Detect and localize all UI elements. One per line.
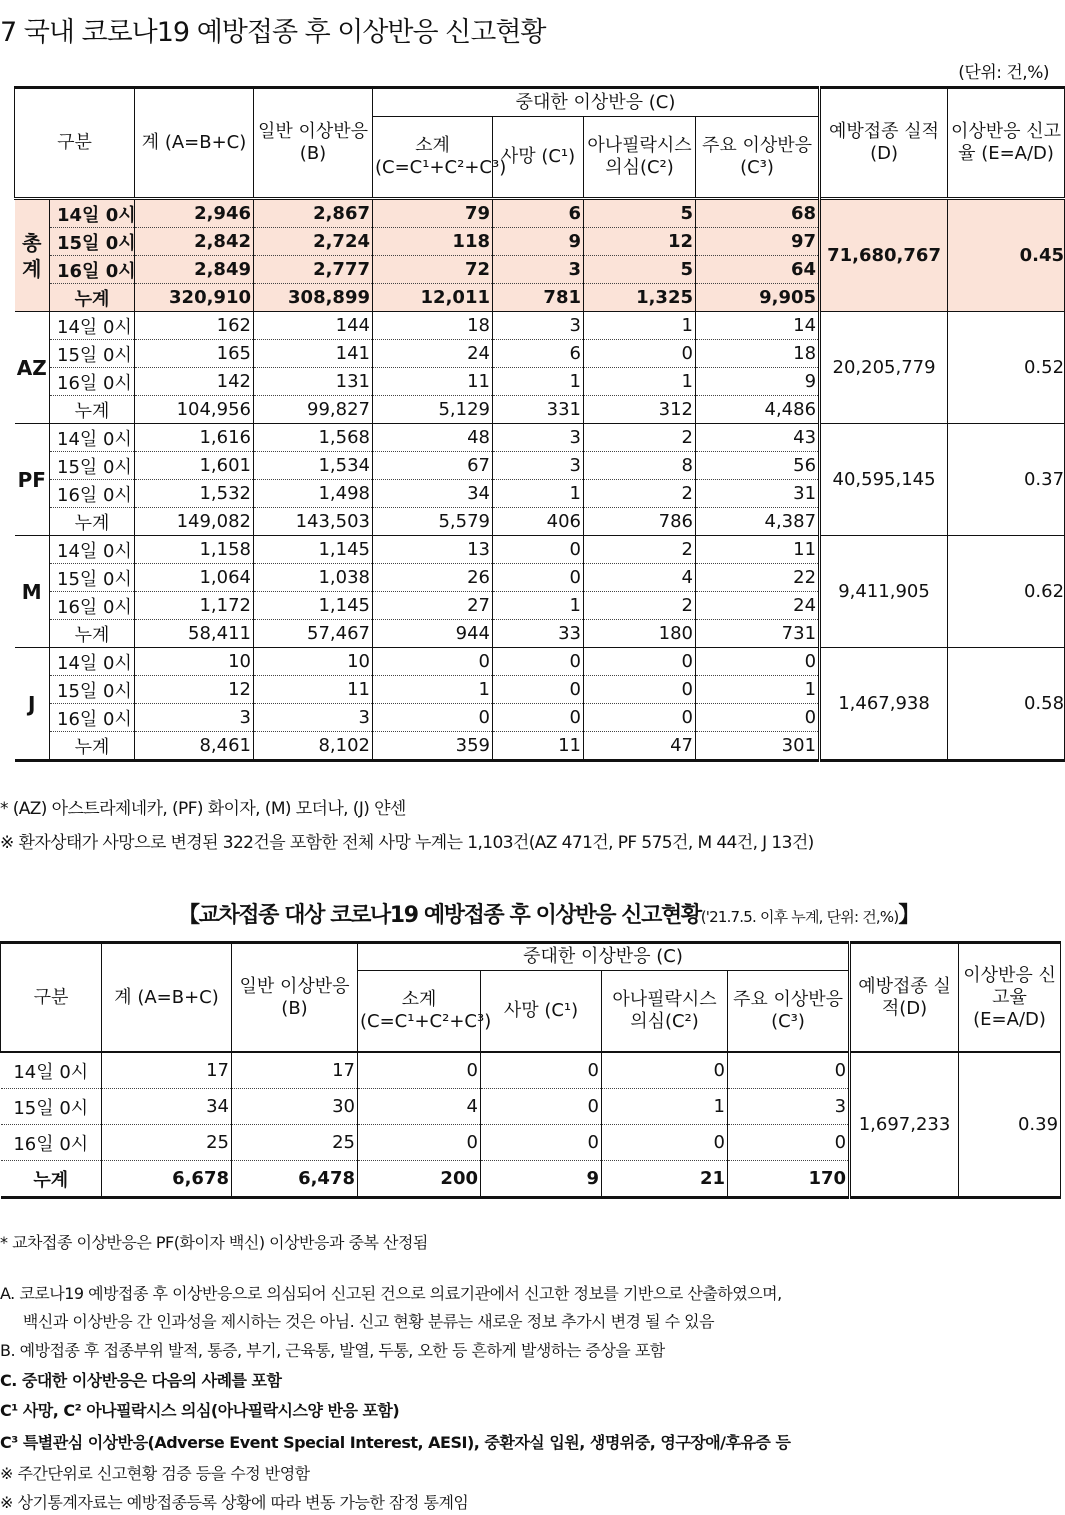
report-rate: 0.39 bbox=[959, 1052, 1061, 1198]
cell-value: 64 bbox=[696, 256, 820, 284]
cell-value: 0 bbox=[728, 1125, 850, 1161]
cell-value: 944 bbox=[373, 620, 493, 648]
cell-value: 3 bbox=[728, 1089, 850, 1125]
cell-value: 1,616 bbox=[135, 424, 254, 452]
cell-value: 4 bbox=[358, 1089, 481, 1125]
footnote-line: ※ 상기통계자료는 예방접종등록 상황에 따라 변동 가능한 잠정 통계임 bbox=[0, 1493, 469, 1512]
cell-value: 0 bbox=[358, 1125, 481, 1161]
cell-value: 6 bbox=[493, 199, 584, 228]
cell-value: 0 bbox=[696, 704, 820, 732]
table2-body bbox=[1, 1052, 1061, 1198]
header-major: 주요 이상반응 (C³) bbox=[696, 117, 820, 199]
cell-value: 18 bbox=[696, 340, 820, 368]
cell-value: 2,849 bbox=[135, 256, 254, 284]
row-date: 14일 0시 bbox=[1, 1052, 102, 1089]
unit-label: (단위: 건,%) bbox=[958, 63, 1049, 83]
cell-value: 320,910 bbox=[135, 284, 254, 312]
table-row bbox=[1, 1052, 1061, 1089]
cell-value: 0 bbox=[481, 1089, 602, 1125]
cell-value: 0 bbox=[584, 340, 696, 368]
cell-value: 5,129 bbox=[373, 396, 493, 424]
row-date: 누계 bbox=[50, 396, 135, 424]
cell-value: 1 bbox=[373, 676, 493, 704]
cell-value: 149,082 bbox=[135, 508, 254, 536]
header2-total: 계 (A=B+C) bbox=[102, 943, 232, 1053]
cell-value: 1 bbox=[493, 368, 584, 396]
cell-value: 48 bbox=[373, 424, 493, 452]
cell-value: 5,579 bbox=[373, 508, 493, 536]
cross-title-unit: ('21.7.5. 이후 누계, 단위: 건,%) bbox=[700, 908, 899, 926]
footnote-line: A. 코로나19 예방접종 후 이상반응으로 의심되어 신고된 건으로 의료기관에서 신고한 정보를 기반으로 산출하였으며, bbox=[0, 1284, 782, 1303]
footnote-line: B. 예방접종 후 접종부위 발적, 통증, 부기, 근육통, 발열, 두통, 오한 등 흔하게 발생하는 증상을 포함 bbox=[0, 1341, 665, 1360]
cell-value: 0 bbox=[481, 1125, 602, 1161]
cell-value: 1 bbox=[696, 676, 820, 704]
cell-value: 79 bbox=[373, 199, 493, 228]
cell-value: 56 bbox=[696, 452, 820, 480]
cell-value: 99,827 bbox=[254, 396, 373, 424]
cell-value: 2 bbox=[584, 480, 696, 508]
row-date: 15일 0시 bbox=[50, 228, 135, 256]
cell-value: 359 bbox=[373, 732, 493, 761]
report-rate: 0.58 bbox=[948, 648, 1065, 761]
cell-value: 30 bbox=[232, 1089, 358, 1125]
row-date: 누계 bbox=[1, 1161, 102, 1198]
cell-value: 8,102 bbox=[254, 732, 373, 761]
cell-value: 142 bbox=[135, 368, 254, 396]
row-date: 15일 0시 bbox=[1, 1089, 102, 1125]
page-title: 7 국내 코로나19 예방접종 후 이상반응 신고현황 bbox=[0, 17, 546, 48]
cell-value: 0 bbox=[584, 704, 696, 732]
cell-value: 1,064 bbox=[135, 564, 254, 592]
cell-value: 162 bbox=[135, 312, 254, 340]
table-row bbox=[15, 648, 1065, 676]
cell-value: 781 bbox=[493, 284, 584, 312]
cell-value: 2,946 bbox=[135, 199, 254, 228]
cell-value: 2 bbox=[584, 424, 696, 452]
cell-value: 58,411 bbox=[135, 620, 254, 648]
report-rate: 0.37 bbox=[948, 424, 1065, 536]
cell-value: 308,899 bbox=[254, 284, 373, 312]
row-date: 누계 bbox=[50, 620, 135, 648]
footnote-line: ※ 주간단위로 신고현황 검증 등을 수정 반영함 bbox=[0, 1464, 310, 1483]
cell-value: 26 bbox=[373, 564, 493, 592]
cross-vaccination-table bbox=[0, 941, 1061, 1199]
vaccinated-count: 1,467,938 bbox=[820, 648, 948, 761]
cell-value: 0 bbox=[493, 676, 584, 704]
cell-value: 27 bbox=[373, 592, 493, 620]
cell-value: 2 bbox=[584, 536, 696, 564]
cell-value: 11 bbox=[696, 536, 820, 564]
cell-value: 12 bbox=[135, 676, 254, 704]
header2-general: 일반 이상반응 (B) bbox=[232, 943, 358, 1053]
table-row bbox=[15, 536, 1065, 564]
adverse-reaction-table bbox=[14, 86, 1065, 762]
cell-value: 144 bbox=[254, 312, 373, 340]
cell-value: 31 bbox=[696, 480, 820, 508]
header-general: 일반 이상반응 (B) bbox=[254, 88, 373, 199]
cell-value: 5 bbox=[584, 199, 696, 228]
cell-value: 6 bbox=[493, 340, 584, 368]
cell-value: 1 bbox=[584, 368, 696, 396]
cell-value: 1,038 bbox=[254, 564, 373, 592]
cell-value: 17 bbox=[232, 1052, 358, 1089]
table-row bbox=[15, 312, 1065, 340]
vaccinated-count: 1,697,233 bbox=[850, 1052, 959, 1198]
cell-value: 170 bbox=[728, 1161, 850, 1198]
report-rate: 0.52 bbox=[948, 312, 1065, 424]
cell-value: 3 bbox=[493, 256, 584, 284]
cell-value: 12 bbox=[584, 228, 696, 256]
cell-value: 1,145 bbox=[254, 536, 373, 564]
header-serious: 중대한 이상반응 (C) bbox=[373, 88, 820, 117]
header2-serious: 중대한 이상반응 (C) bbox=[358, 943, 850, 971]
cell-value: 1 bbox=[602, 1089, 728, 1125]
cell-value: 43 bbox=[696, 424, 820, 452]
cell-value: 2 bbox=[584, 592, 696, 620]
cell-value: 4,387 bbox=[696, 508, 820, 536]
header2-major: 주요 이상반응 (C³) bbox=[728, 971, 850, 1053]
cell-value: 331 bbox=[493, 396, 584, 424]
cell-value: 1 bbox=[584, 312, 696, 340]
cell-value: 165 bbox=[135, 340, 254, 368]
report-rate: 0.45 bbox=[948, 199, 1065, 312]
row-date: 15일 0시 bbox=[50, 340, 135, 368]
cell-value: 1,172 bbox=[135, 592, 254, 620]
note-vaccine-abbrev: * (AZ) 아스트라제네카, (PF) 화이자, (M) 모더나, (J) 얀센 bbox=[0, 799, 406, 819]
row-date: 누계 bbox=[50, 732, 135, 761]
cell-value: 9 bbox=[696, 368, 820, 396]
header-subtotal: 소계 (C=C¹+C²+C³) bbox=[373, 117, 493, 199]
row-date: 누계 bbox=[50, 284, 135, 312]
group-label: J bbox=[15, 648, 50, 761]
cell-value: 57,467 bbox=[254, 620, 373, 648]
row-date: 16일 0시 bbox=[1, 1125, 102, 1161]
report-rate: 0.62 bbox=[948, 536, 1065, 648]
vaccinated-count: 40,595,145 bbox=[820, 424, 948, 536]
cell-value: 1,568 bbox=[254, 424, 373, 452]
cell-value: 8 bbox=[584, 452, 696, 480]
cell-value: 3 bbox=[254, 704, 373, 732]
cell-value: 9,905 bbox=[696, 284, 820, 312]
row-date: 14일 0시 bbox=[50, 424, 135, 452]
header2-death: 사망 (C¹) bbox=[481, 971, 602, 1053]
header-vaccinated: 예방접종 실적 (D) bbox=[820, 88, 948, 199]
cell-value: 68 bbox=[696, 199, 820, 228]
cell-value: 141 bbox=[254, 340, 373, 368]
cell-value: 1 bbox=[493, 480, 584, 508]
cell-value: 2,777 bbox=[254, 256, 373, 284]
cross-title-main: 【교차접종 대상 코로나19 예방접종 후 이상반응 신고현황 bbox=[178, 903, 701, 928]
cell-value: 0 bbox=[584, 648, 696, 676]
cell-value: 1,534 bbox=[254, 452, 373, 480]
table-row bbox=[15, 424, 1065, 452]
cell-value: 0 bbox=[584, 676, 696, 704]
row-date: 14일 0시 bbox=[50, 312, 135, 340]
header-rate: 이상반응 신고율 (E=A/D) bbox=[948, 88, 1065, 199]
row-date: 16일 0시 bbox=[50, 256, 135, 284]
cell-value: 34 bbox=[373, 480, 493, 508]
header2-anaphylaxis: 아나필락시스 의심(C²) bbox=[602, 971, 728, 1053]
note-death-total: ※ 환자상태가 사망으로 변경된 322건을 포함한 전체 사망 누계는 1,103건(AZ 471건, PF 575건, M 44건, J 13건) bbox=[0, 833, 814, 853]
cell-value: 34 bbox=[102, 1089, 232, 1125]
header-total: 계 (A=B+C) bbox=[135, 88, 254, 199]
cell-value: 131 bbox=[254, 368, 373, 396]
cell-value: 406 bbox=[493, 508, 584, 536]
cell-value: 1,532 bbox=[135, 480, 254, 508]
row-date: 16일 0시 bbox=[50, 592, 135, 620]
group-label: AZ bbox=[15, 312, 50, 424]
cell-value: 1,325 bbox=[584, 284, 696, 312]
cell-value: 22 bbox=[696, 564, 820, 592]
table1-body bbox=[15, 199, 1065, 761]
cell-value: 33 bbox=[493, 620, 584, 648]
cell-value: 6,478 bbox=[232, 1161, 358, 1198]
cell-value: 1,601 bbox=[135, 452, 254, 480]
cell-value: 12,011 bbox=[373, 284, 493, 312]
cell-value: 1 bbox=[493, 592, 584, 620]
table-row bbox=[15, 199, 1065, 228]
cell-value: 0 bbox=[493, 704, 584, 732]
header-death: 사망 (C¹) bbox=[493, 117, 584, 199]
cell-value: 200 bbox=[358, 1161, 481, 1198]
cell-value: 0 bbox=[602, 1052, 728, 1089]
header-anaphylaxis: 아나필락시스의심(C²) bbox=[584, 117, 696, 199]
header-category: 구분 bbox=[15, 88, 135, 199]
cell-value: 301 bbox=[696, 732, 820, 761]
cell-value: 0 bbox=[358, 1052, 481, 1089]
cell-value: 11 bbox=[493, 732, 584, 761]
cell-value: 47 bbox=[584, 732, 696, 761]
footnote-line: C³ 특별관심 이상반응(Adverse Event Special Interest, AESI), 중환자실 입원, 생명위중, 영구장애/후유증 등 bbox=[0, 1433, 791, 1452]
header2-vaccinated: 예방접종 실적(D) bbox=[850, 943, 959, 1053]
cell-value: 3 bbox=[493, 312, 584, 340]
cross-title-end: 】 bbox=[898, 903, 919, 928]
cell-value: 0 bbox=[493, 564, 584, 592]
cell-value: 4,486 bbox=[696, 396, 820, 424]
cell-value: 25 bbox=[102, 1125, 232, 1161]
row-date: 16일 0시 bbox=[50, 704, 135, 732]
cell-value: 13 bbox=[373, 536, 493, 564]
footnote-line: * 교차접종 이상반응은 PF(화이자 백신) 이상반응과 중복 산정됨 bbox=[0, 1233, 428, 1252]
cell-value: 5 bbox=[584, 256, 696, 284]
vaccinated-count: 71,680,767 bbox=[820, 199, 948, 312]
cell-value: 312 bbox=[584, 396, 696, 424]
row-date: 누계 bbox=[50, 508, 135, 536]
cell-value: 3 bbox=[493, 452, 584, 480]
cross-vaccination-title bbox=[178, 898, 919, 929]
cell-value: 1,145 bbox=[254, 592, 373, 620]
cell-value: 1,158 bbox=[135, 536, 254, 564]
cell-value: 0 bbox=[696, 648, 820, 676]
cell-value: 1,498 bbox=[254, 480, 373, 508]
header2-rate: 이상반응 신고율 (E=A/D) bbox=[959, 943, 1061, 1053]
group-label: PF bbox=[15, 424, 50, 536]
cell-value: 0 bbox=[493, 536, 584, 564]
cell-value: 0 bbox=[602, 1125, 728, 1161]
cell-value: 8,461 bbox=[135, 732, 254, 761]
cell-value: 0 bbox=[493, 648, 584, 676]
row-date: 14일 0시 bbox=[50, 199, 135, 228]
cell-value: 0 bbox=[728, 1052, 850, 1089]
cell-value: 97 bbox=[696, 228, 820, 256]
cell-value: 18 bbox=[373, 312, 493, 340]
cell-value: 0 bbox=[373, 704, 493, 732]
cell-value: 731 bbox=[696, 620, 820, 648]
cell-value: 0 bbox=[481, 1052, 602, 1089]
cell-value: 24 bbox=[696, 592, 820, 620]
footnote-line: C¹ 사망, C² 아나필락시스 의심(아나필락시스양 반응 포함) bbox=[0, 1401, 400, 1420]
cell-value: 11 bbox=[254, 676, 373, 704]
cell-value: 17 bbox=[102, 1052, 232, 1089]
cell-value: 0 bbox=[373, 648, 493, 676]
vaccinated-count: 20,205,779 bbox=[820, 312, 948, 424]
cell-value: 11 bbox=[373, 368, 493, 396]
cell-value: 21 bbox=[602, 1161, 728, 1198]
row-date: 15일 0시 bbox=[50, 676, 135, 704]
cell-value: 10 bbox=[135, 648, 254, 676]
row-date: 14일 0시 bbox=[50, 648, 135, 676]
cell-value: 3 bbox=[135, 704, 254, 732]
cell-value: 2,724 bbox=[254, 228, 373, 256]
cell-value: 180 bbox=[584, 620, 696, 648]
row-date: 14일 0시 bbox=[50, 536, 135, 564]
cell-value: 9 bbox=[493, 228, 584, 256]
footnote-line: 백신과 이상반응 간 인과성을 제시하는 것은 아님. 신고 현황 분류는 새로운 정보 추가시 변경 될 수 있음 bbox=[0, 1312, 715, 1331]
cell-value: 4 bbox=[584, 564, 696, 592]
cell-value: 786 bbox=[584, 508, 696, 536]
cell-value: 3 bbox=[493, 424, 584, 452]
cell-value: 104,956 bbox=[135, 396, 254, 424]
cell-value: 14 bbox=[696, 312, 820, 340]
cell-value: 10 bbox=[254, 648, 373, 676]
header2-subtotal: 소계 (C=C¹+C²+C³) bbox=[358, 971, 481, 1053]
cell-value: 25 bbox=[232, 1125, 358, 1161]
footnote-line: C. 중대한 이상반응은 다음의 사례를 포함 bbox=[0, 1371, 282, 1390]
cell-value: 24 bbox=[373, 340, 493, 368]
row-date: 16일 0시 bbox=[50, 480, 135, 508]
cell-value: 6,678 bbox=[102, 1161, 232, 1198]
cell-value: 72 bbox=[373, 256, 493, 284]
cell-value: 143,503 bbox=[254, 508, 373, 536]
cell-value: 118 bbox=[373, 228, 493, 256]
row-date: 16일 0시 bbox=[50, 368, 135, 396]
cell-value: 2,842 bbox=[135, 228, 254, 256]
cell-value: 9 bbox=[481, 1161, 602, 1198]
row-date: 15일 0시 bbox=[50, 564, 135, 592]
group-label: M bbox=[15, 536, 50, 648]
cell-value: 67 bbox=[373, 452, 493, 480]
cell-value: 2,867 bbox=[254, 199, 373, 228]
group-label: 총계 bbox=[15, 199, 50, 312]
vaccinated-count: 9,411,905 bbox=[820, 536, 948, 648]
header2-category: 구분 bbox=[1, 943, 102, 1053]
row-date: 15일 0시 bbox=[50, 452, 135, 480]
